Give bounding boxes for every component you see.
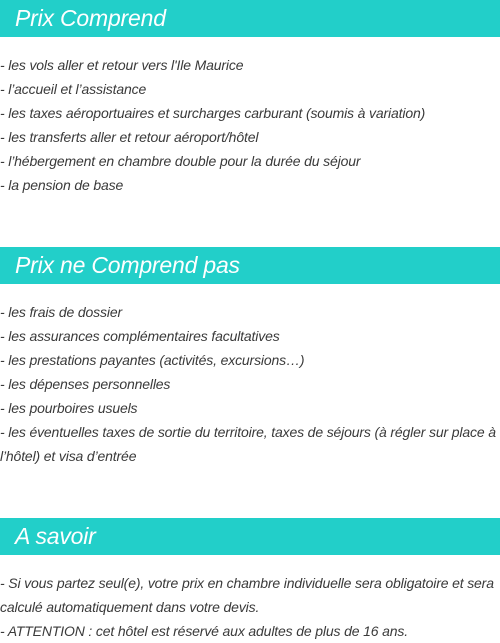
list-item: - les dépenses personnelles [0,376,171,392]
list-item: - l’hébergement en chambre double pour la durée du séjour [0,153,361,169]
list-item: - les éventuelles taxes de sortie du territoire, taxes de séjours (à régler sur place à l’hôtel) et visa d’entrée [0,424,496,464]
list-item: - les prestations payantes (activités, excursions…) [0,352,305,368]
list-item: - Si vous partez seul(e), votre prix en chambre individuelle sera obligatoire et sera calculé automatiquement dans votre devis. [0,575,494,615]
list-item: - la pension de base [0,177,124,193]
list-item: - les transferts aller et retour aéroport/hôtel [0,129,259,145]
section-header-prix-ne-comprend-pas [0,247,500,284]
section-title-prix-ne-comprend-pas: Prix ne Comprend pas [15,252,240,278]
excluded-list [0,300,500,468]
section-header-a-savoir [0,518,500,555]
section-a-savoir [0,518,500,643]
info-list [0,571,500,643]
list-item: - les assurances complémentaires facultatives [0,328,280,344]
included-list [0,53,500,197]
list-item: - les frais de dossier [0,304,122,320]
list-item: - ATTENTION : cet hôtel est réservé aux adultes de plus de 16 ans. [0,623,408,639]
list-item: - l’accueil et l’assistance [0,81,147,97]
list-item: - les pourboires usuels [0,400,138,416]
list-item: - les taxes aéroportuaires et surcharges carburant (soumis à variation) [0,105,426,121]
section-prix-comprend [0,0,500,197]
section-header-prix-comprend [0,0,500,37]
section-prix-ne-comprend-pas [0,247,500,468]
section-title-a-savoir: A savoir [15,523,96,549]
section-title-prix-comprend: Prix Comprend [15,5,166,31]
list-item: - les vols aller et retour vers l'Ile Maurice [0,57,244,73]
